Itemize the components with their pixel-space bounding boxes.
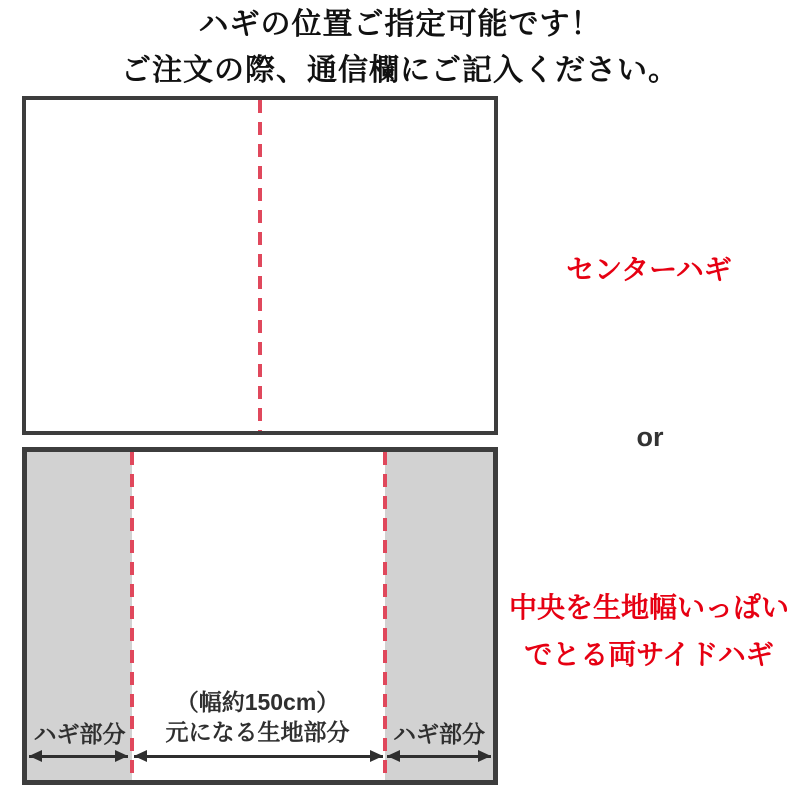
- or-separator-label: or: [636, 422, 664, 452]
- center-seam-dashed-line: [258, 100, 262, 431]
- side-seam-panel: [22, 447, 498, 785]
- fabric-width-label: （幅約150cm）: [175, 689, 340, 715]
- page-title: [0, 2, 800, 94]
- side-seam-label-line2: でとる両サイドハギ: [524, 639, 774, 670]
- side-seam-label-line1: 中央を生地幅いっぱい: [508, 592, 789, 623]
- right-width-double-arrow-icon: [387, 755, 491, 758]
- right-seam-section-label: ハギ部分: [393, 721, 485, 747]
- page-title-line2: ご注文の際、通信欄にご記入ください。: [121, 54, 679, 87]
- center-seam-panel: [22, 96, 498, 435]
- side-seam-label: [498, 584, 800, 678]
- left-width-double-arrow-icon: [29, 755, 128, 758]
- left-seam-section-label: ハギ部分: [33, 721, 126, 747]
- fabric-section-label: 元になる生地部分: [165, 719, 350, 745]
- center-seam-label: センターハギ: [566, 254, 732, 285]
- page-title-line1: ハギの位置ご指定可能です！: [198, 8, 602, 41]
- center-width-double-arrow-icon: [134, 755, 383, 758]
